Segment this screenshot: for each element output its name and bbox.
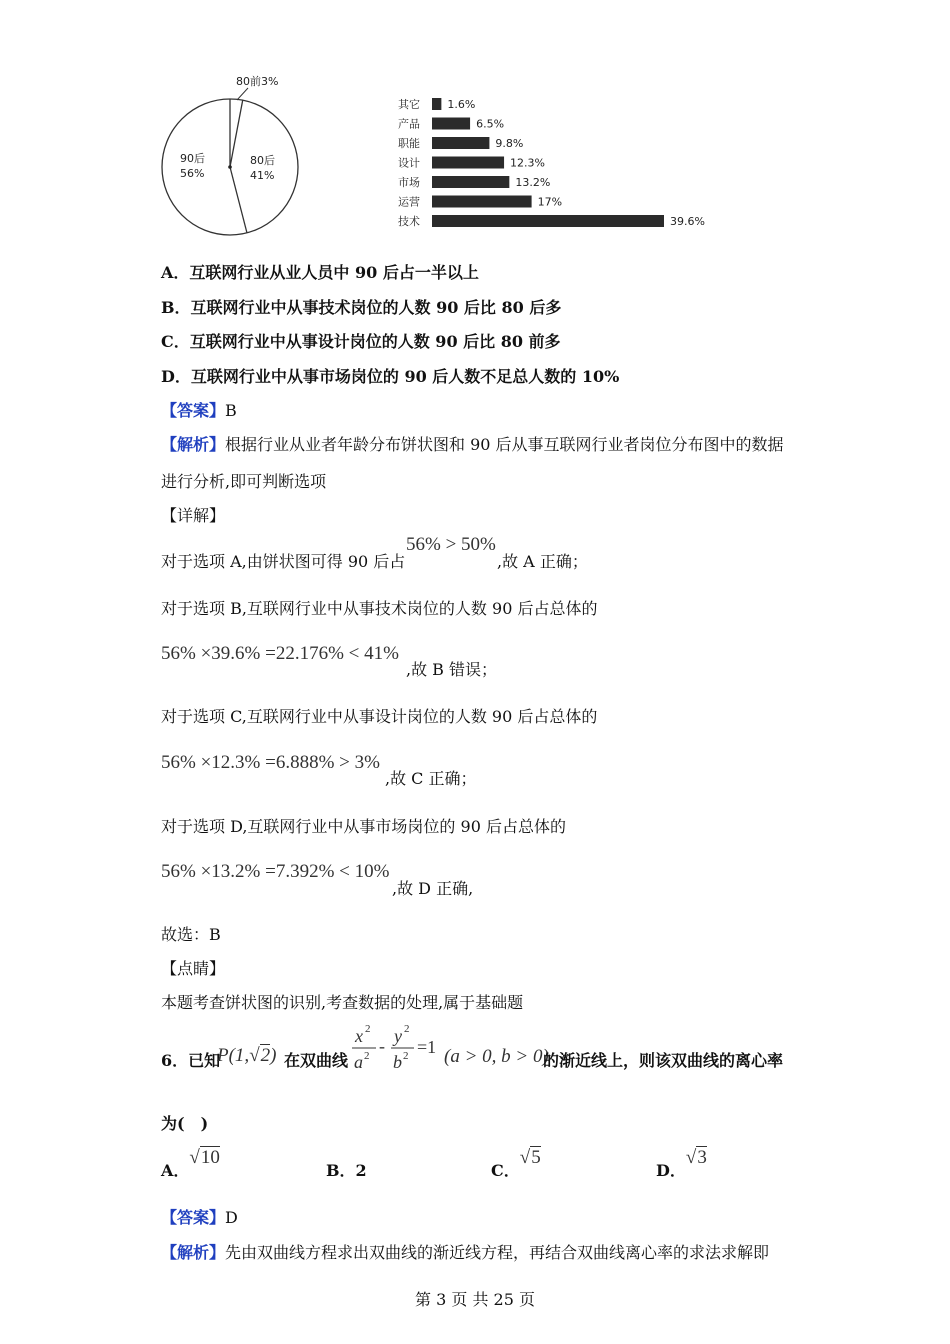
- analysis-text: 根据行业从业者年龄分布饼状图和 90 后从事互联网行业者岗位分布图中的数据: [225, 435, 784, 454]
- bar: [432, 98, 441, 110]
- answer-tag: 【答案】: [161, 1208, 226, 1227]
- svg-text:2: 2: [403, 1050, 409, 1062]
- q5-detail-d-text: 对于选项 D,互联网行业中从事市场岗位的 90 后占总体的: [161, 817, 566, 836]
- q5-choice: 故选：B: [161, 925, 221, 944]
- q5-detail-c-math: 56% ×12.3% =6.888% > 3%: [161, 752, 380, 773]
- svg-text:2: 2: [404, 1023, 410, 1035]
- bar: [432, 176, 509, 188]
- bar-category-label: 运营: [398, 195, 420, 209]
- job-bar-chart: [390, 92, 720, 237]
- pie-label-90after-name: 90后: [180, 152, 205, 165]
- q5-detail-d-math: 56% ×13.2% =7.392% < 10%: [161, 861, 390, 882]
- q6-condition: (a > 0, b > 0): [444, 1046, 549, 1067]
- bar-category-label: 其它: [398, 98, 420, 111]
- pie-label-90after-value: 56%: [180, 167, 205, 180]
- bar-value-label: 17%: [537, 195, 563, 209]
- svg-text:=1: =1: [417, 1037, 437, 1057]
- q6-analysis: [161, 1240, 769, 1263]
- svg-text:x: x: [355, 1026, 363, 1046]
- bar: [432, 215, 664, 227]
- q5-detail-d-end: ,故 D 正确,: [392, 879, 474, 898]
- q6-option-a-radicand: 10: [200, 1147, 220, 1168]
- bar: [432, 137, 489, 149]
- q5-detail-tag: 【详解】: [161, 506, 226, 525]
- pie-leader-line: [237, 88, 248, 100]
- q5-option-c: C．互联网行业中从事设计岗位的人数 90 后比 80 前多: [161, 332, 561, 351]
- q5-comment-text: 本题考查饼状图的识别,考查数据的处理,属于基础题: [161, 993, 524, 1012]
- q6-point-radicand: 2: [260, 1045, 271, 1066]
- q6-point-open: P(1,: [217, 1045, 250, 1066]
- q5-option-d: D．互联网行业中从事市场岗位的 90 后人数不足总人数的 10%: [161, 367, 620, 386]
- q5-detail-c-end: ,故 C 正确；: [385, 769, 477, 788]
- sqrt-icon: √5: [519, 1147, 541, 1168]
- q5-answer: [161, 398, 237, 421]
- q6-option-c: [491, 1147, 541, 1182]
- bar-value-label: 39.6%: [670, 215, 705, 228]
- bar-value-label: 1.6%: [447, 98, 476, 111]
- svg-text:y: y: [394, 1026, 402, 1046]
- q6-point-close: ): [270, 1045, 277, 1066]
- q5-detail-a-text: 对于选项 A,由饼状图可得 90 后占: [161, 552, 406, 571]
- answer-value: D: [225, 1208, 238, 1227]
- pie-label-80after-name: 80后: [250, 154, 275, 167]
- svg-text:-: -: [379, 1036, 385, 1056]
- q5-option-a: A．互联网行业从业人员中 90 后占一半以上: [161, 263, 479, 282]
- q6-option-d-label: D．: [656, 1161, 686, 1180]
- age-pie-chart: [150, 70, 310, 245]
- bar-value-label: 13.2%: [515, 176, 551, 189]
- svg-text:2: 2: [365, 1023, 371, 1035]
- analysis-tag: 【解析】: [161, 435, 226, 454]
- q6-option-a: [161, 1147, 220, 1182]
- bar-value-label: 12.3%: [510, 156, 546, 170]
- analysis-text: 先由双曲线方程求出双曲线的渐近线方程，再结合双曲线离心率的求法求解即: [225, 1243, 770, 1262]
- q6-mid: 在双曲线: [284, 1051, 349, 1070]
- q6-line2: 为( ): [161, 1114, 209, 1133]
- q5-analysis-line1: [161, 432, 784, 455]
- q6-option-a-label: A．: [161, 1161, 190, 1180]
- hyperbola-equation: [348, 1020, 443, 1076]
- q5-option-b: B．互联网行业中从事技术岗位的人数 90 后比 80 后多: [161, 298, 562, 317]
- q5-detail-b-text: 对于选项 B,互联网行业中从事技术岗位的人数 90 后占总体的: [161, 599, 598, 618]
- q6-option-c-radicand: 5: [531, 1147, 541, 1168]
- pie-divider-90after: [230, 167, 247, 233]
- bar-category-label: 技术: [398, 215, 420, 228]
- bar-value-label: 9.8%: [495, 137, 524, 150]
- bar-category-label: 市场: [398, 176, 420, 189]
- svg-text:a: a: [354, 1052, 363, 1072]
- q6-answer: [161, 1205, 238, 1228]
- q5-detail-b-math: 56% ×39.6% =22.176% < 41%: [161, 643, 399, 664]
- pie-divider-80after: [230, 100, 243, 167]
- q6-option-b: B．2: [326, 1161, 367, 1180]
- answer-value: B: [225, 401, 237, 420]
- q6-option-d-radicand: 3: [697, 1147, 707, 1168]
- q6-option-c-label: C．: [491, 1161, 520, 1180]
- q5-comment-tag: 【点睛】: [161, 959, 226, 978]
- q6-suffix: 的渐近线上，则该双曲线的离心率: [543, 1051, 784, 1070]
- sqrt-icon: √3: [685, 1147, 707, 1168]
- q5-detail-a-math: 56% > 50%: [406, 534, 496, 555]
- sqrt-icon: √10: [189, 1147, 220, 1168]
- bar: [432, 118, 470, 130]
- bar-category-label: 职能: [398, 137, 420, 150]
- q6-prefix: 6．已知: [161, 1051, 221, 1070]
- pie-label-80after-value: 41%: [250, 169, 275, 182]
- q5-detail-a-end: ,故 A 正确；: [497, 552, 588, 571]
- q5-detail-b-end: ,故 B 错误；: [406, 660, 498, 679]
- bar: [432, 196, 532, 208]
- svg-text:b: b: [393, 1052, 402, 1072]
- sqrt-icon: √2: [249, 1045, 271, 1066]
- svg-text:2: 2: [364, 1050, 370, 1062]
- page-footer: 第 3 页 共 25 页: [415, 1290, 535, 1309]
- pie-label-80pre: 80前3%: [236, 75, 279, 88]
- q5-detail-c-text: 对于选项 C,互联网行业中从事设计岗位的人数 90 后占总体的: [161, 707, 598, 726]
- bar-category-label: 设计: [398, 156, 420, 170]
- bar-value-label: 6.5%: [476, 117, 505, 131]
- analysis-tag: 【解析】: [161, 1243, 226, 1262]
- answer-tag: 【答案】: [161, 401, 226, 420]
- pie-center: [228, 165, 232, 169]
- q6-option-d: [656, 1147, 707, 1182]
- bar-category-label: 产品: [398, 117, 420, 131]
- bar: [432, 157, 504, 169]
- q6-point: [217, 1045, 276, 1067]
- q5-analysis-line2: 进行分析,即可判断选项: [161, 472, 327, 491]
